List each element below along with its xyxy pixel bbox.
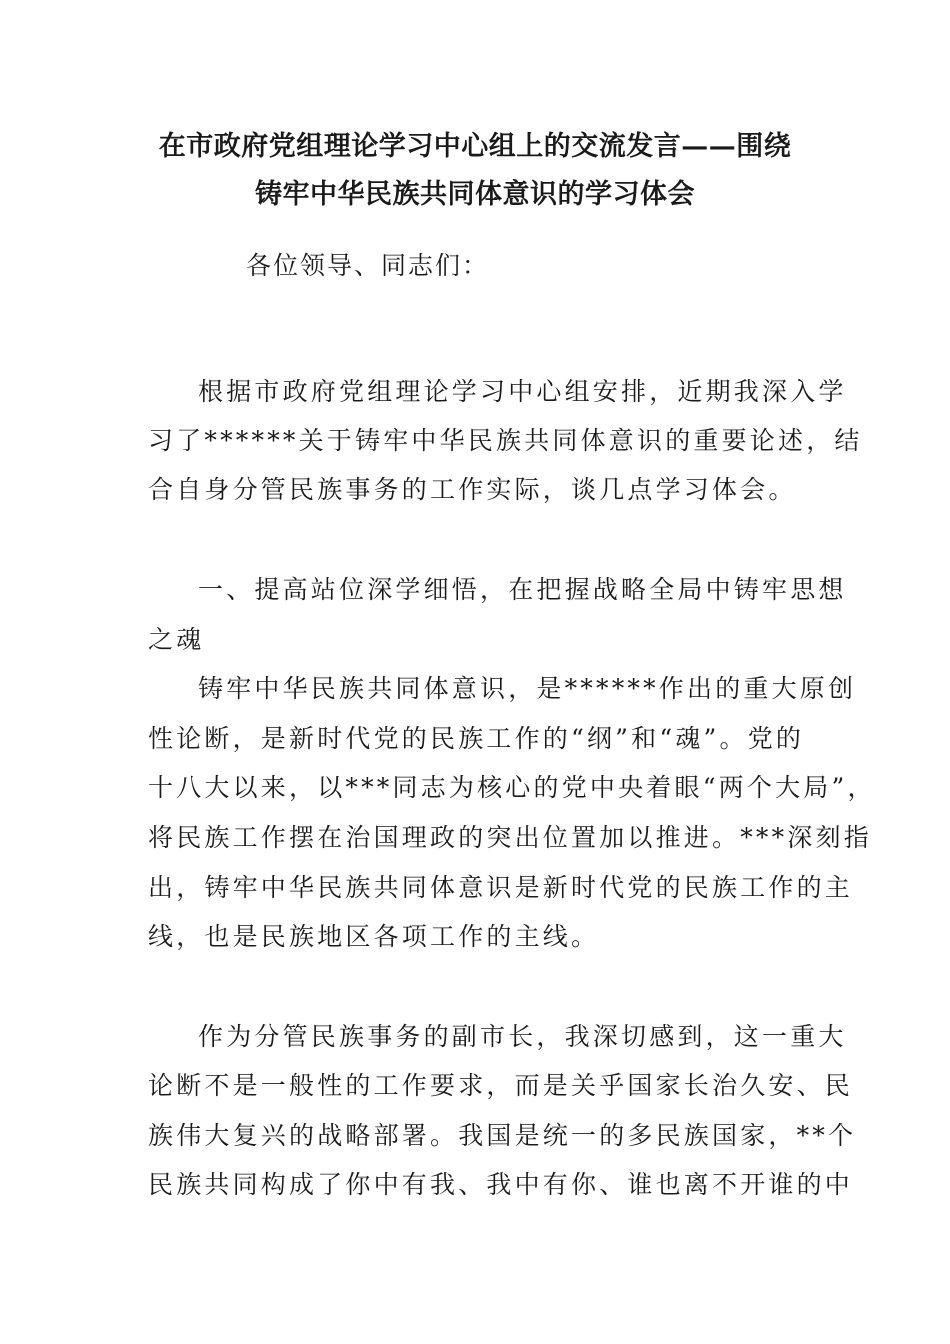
section-heading-line: 之魂 bbox=[148, 625, 205, 654]
paragraph-line: 出，铸牢中华民族共同体意识是新时代党的民族工作的主 bbox=[148, 873, 854, 902]
document-title-line-2: 铸牢中华民族共同体意识的学习体会 bbox=[255, 179, 695, 210]
paragraph-line: 性论断，是新时代党的民族工作的“纲”和“魂”。党的 bbox=[148, 724, 805, 753]
paragraph-line: 将民族工作摆在治国理政的突出位置加以推进。***深刻指 bbox=[148, 823, 872, 852]
document-title-line-1: 在市政府党组理论学习中心组上的交流发言——围绕 bbox=[158, 131, 792, 162]
paragraph-line: 族伟大复兴的战略部署。我国是统一的多民族国家，**个 bbox=[148, 1121, 857, 1150]
paragraph-line: 合自身分管民族事务的工作实际，谈几点学习体会。 bbox=[148, 475, 797, 504]
paragraph-line: 十八大以来，以***同志为核心的党中央着眼“两个大局”， bbox=[148, 773, 876, 802]
paragraph-line: 铸牢中华民族共同体意识，是******作出的重大原创 bbox=[198, 674, 857, 703]
paragraph-line: 线，也是民族地区各项工作的主线。 bbox=[148, 922, 600, 951]
paragraph-line: 习了******关于铸牢中华民族共同体意识的重要论述，结 bbox=[148, 426, 863, 455]
paragraph-line: 民族共同构成了你中有我、我中有你、谁也离不开谁的中 bbox=[148, 1170, 854, 1199]
greeting: 各位领导、同志们： bbox=[246, 251, 490, 280]
section-heading-line: 一、提高站位深学细悟，在把握战略全局中铸牢思想 bbox=[198, 575, 847, 604]
paragraph-line: 根据市政府党组理论学习中心组安排，近期我深入学 bbox=[198, 377, 847, 406]
paragraph-line: 论断不是一般性的工作要求，而是关乎国家长治久安、民 bbox=[148, 1071, 854, 1100]
paragraph-line: 作为分管民族事务的副市长，我深切感到，这一重大 bbox=[198, 1022, 847, 1051]
